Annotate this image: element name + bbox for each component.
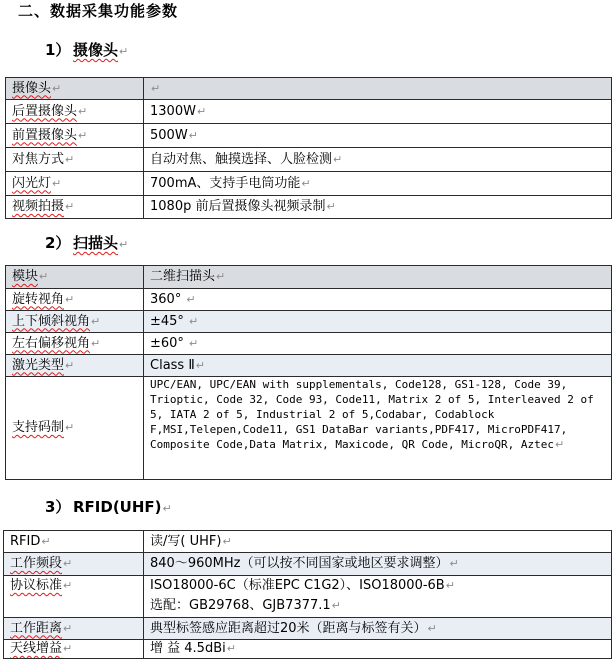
rfid-title: RFID(UHF): [73, 498, 162, 516]
paragraph-mark: ↵: [65, 152, 75, 166]
value-cell: [144, 618, 612, 640]
paragraph-mark: ↵: [188, 336, 199, 350]
symbology-line: 5, IATA 2 of 5, Industrial 2 of 5,Codabar, Codablock: [150, 408, 495, 421]
row-value: 360°: [150, 291, 182, 307]
paragraph-mark: ↵: [63, 642, 73, 655]
paragraph-mark: ↵: [301, 176, 311, 190]
spec-row: [6, 78, 612, 100]
paragraph-mark: ↵: [119, 45, 129, 58]
label-cell: [4, 531, 144, 553]
paragraph-mark: ↵: [427, 621, 437, 635]
spec-row: [4, 576, 612, 618]
row-label: 模块: [12, 269, 39, 284]
paragraph-mark: ↵: [91, 314, 101, 328]
label-cell: [4, 576, 144, 618]
row-label: 视频拍摄: [12, 199, 65, 214]
row-label: 工作频段: [10, 556, 63, 571]
paragraph-mark: ↵: [333, 152, 343, 166]
row-value: 典型标签感应距离超过20米（距离与标签有关）: [150, 620, 427, 636]
row-value: 自动对焦、触摸选择、人脸检测: [150, 151, 333, 167]
value-cell: [144, 148, 612, 172]
paragraph-mark: ↵: [151, 81, 161, 95]
row-value: 增 益 4.5dBi: [150, 641, 226, 656]
value-cell: [144, 553, 612, 576]
paragraph-mark: ↵: [52, 81, 62, 95]
value-cell: [144, 289, 612, 311]
paragraph-mark: ↵: [63, 579, 73, 592]
value-cell: [144, 100, 612, 124]
row-label: 摄像头: [12, 80, 52, 96]
spec-row: [4, 553, 612, 576]
row-value: 700mA、支持手电筒功能: [150, 175, 301, 191]
row-label: 闪光灯: [12, 175, 52, 191]
protocol-line: [150, 576, 607, 596]
label-cell: [6, 196, 144, 219]
row-value: 选配：GB29768、GJB7377.1: [150, 598, 331, 613]
value-cell: [144, 311, 612, 333]
scanner-number: 2）: [45, 234, 71, 252]
label-cell: [6, 100, 144, 124]
label-cell: [6, 266, 144, 289]
label-cell: [6, 124, 144, 148]
label-cell: [6, 148, 144, 172]
paragraph-mark: ↵: [65, 200, 75, 213]
paragraph-mark: ↵: [119, 238, 129, 251]
spec-row: [6, 266, 612, 289]
label-cell: [4, 640, 144, 659]
paragraph-mark: ↵: [65, 358, 75, 372]
row-label: 协议标准: [10, 578, 63, 593]
rfid-number: 3）: [45, 498, 71, 516]
scanner-heading: [45, 233, 128, 255]
row-value: 读/写( UHF): [150, 533, 222, 549]
spec-row: [6, 333, 612, 355]
spec-row: [6, 289, 612, 311]
paragraph-mark: ↵: [63, 557, 73, 570]
symbology-line: F,MSI,Telepen,Code11, GS1 DataBar variants,PDF417, MicroPDF417,: [150, 423, 568, 436]
row-value: Class Ⅱ: [150, 357, 195, 373]
paragraph-mark: ↵: [65, 421, 75, 434]
camera-title: 摄像头: [73, 41, 119, 59]
value-cell: [144, 266, 612, 289]
paragraph-mark: ↵: [449, 557, 459, 570]
value-cell: [144, 196, 612, 219]
paragraph-mark: ↵: [188, 314, 199, 328]
label-cell: [6, 289, 144, 311]
spec-row: [6, 124, 612, 148]
spec-row: [6, 148, 612, 172]
row-label: 激光类型: [12, 357, 65, 373]
paragraph-mark: ↵: [445, 579, 455, 592]
paragraph-mark: ↵: [39, 270, 49, 283]
spec-row: [6, 377, 612, 480]
paragraph-mark: ↵: [195, 358, 205, 372]
value-cell: [144, 355, 612, 377]
row-label: 支持码制: [12, 420, 65, 435]
spec-row: [6, 355, 612, 377]
label-cell: [6, 355, 144, 377]
value-cell: [144, 531, 612, 553]
paragraph-mark: ↵: [222, 534, 232, 548]
label-cell: [4, 553, 144, 576]
symbology-line: UPC/EAN, UPC/EAN with supplementals, Code128, GS1-128, Code 39,: [150, 378, 568, 391]
symbology-list-cell: [144, 377, 612, 480]
row-value: 二维扫描头: [150, 269, 216, 284]
protocol-line: [150, 596, 607, 616]
row-value: ±60°: [150, 335, 184, 351]
row-label: 旋转视角: [12, 291, 65, 307]
paragraph-mark: ↵: [196, 104, 207, 118]
paragraph-mark: ↵: [326, 200, 336, 213]
paragraph-mark: ↵: [65, 292, 75, 306]
row-label: RFID: [10, 533, 41, 549]
row-value: ISO18000-6C（标准EPC C1G2）、ISO18000-6B: [150, 578, 445, 593]
row-label: 天线增益: [10, 641, 63, 656]
spec-row: [6, 196, 612, 219]
row-value: 1300W: [150, 103, 196, 119]
paragraph-mark: ↵: [162, 502, 172, 515]
paragraph-mark: ↵: [188, 128, 198, 142]
value-cell: [144, 172, 612, 196]
paragraph-mark: ↵: [41, 534, 51, 548]
value-cell: [144, 333, 612, 355]
value-cell: [144, 576, 612, 618]
row-value: 500W: [150, 127, 188, 143]
camera-spec-table: [5, 77, 612, 219]
symbology-line: Composite Code,Data Matrix, Maxicode, QR Code, MicroQR, Aztec: [150, 438, 554, 451]
scanner-spec-table: [5, 265, 612, 480]
label-cell: [6, 333, 144, 355]
row-value: 1080p 前后置摄像头视频录制: [150, 199, 326, 214]
spec-row: [4, 531, 612, 553]
spec-row: [6, 100, 612, 124]
spec-row: [4, 618, 612, 640]
value-cell: [144, 78, 612, 100]
row-label: 左右偏移视角: [12, 335, 91, 351]
row-label: 工作距离: [10, 620, 63, 636]
paragraph-mark: ↵: [91, 336, 101, 350]
value-cell: [144, 640, 612, 659]
label-cell: [6, 78, 144, 100]
paragraph-mark: ↵: [554, 438, 565, 451]
label-cell: [6, 377, 144, 480]
paragraph-mark: ↵: [78, 128, 88, 142]
spec-row: [6, 311, 612, 333]
paragraph-mark: ↵: [226, 642, 236, 655]
paragraph-mark: ↵: [216, 270, 226, 283]
paragraph-mark: ↵: [186, 292, 196, 306]
symbology-line-last: [150, 437, 607, 452]
rfid-spec-table: [3, 530, 612, 659]
spec-row: [4, 640, 612, 659]
row-value: 840～960MHz（可以按不同国家或地区要求调整）: [150, 556, 449, 571]
camera-number: 1）: [45, 41, 71, 59]
spec-row: [6, 172, 612, 196]
scanner-title: 扫描头: [73, 234, 119, 252]
row-label: 上下倾斜视角: [12, 313, 91, 329]
paragraph-mark: ↵: [63, 621, 73, 635]
value-cell: [144, 124, 612, 148]
row-label: 后置摄像头: [12, 103, 78, 119]
label-cell: [6, 311, 144, 333]
paragraph-mark: ↵: [78, 104, 88, 118]
row-label: 前置摄像头: [12, 127, 78, 143]
camera-heading: [45, 40, 128, 62]
label-cell: [6, 172, 144, 196]
section-heading: 二、数据采集功能参数: [18, 2, 179, 20]
rfid-heading: [45, 497, 172, 519]
row-value: ±45°: [150, 313, 184, 329]
paragraph-mark: ↵: [52, 176, 62, 190]
paragraph-mark: ↵: [331, 599, 341, 612]
label-cell: [4, 618, 144, 640]
symbology-line: Trioptic, Code 32, Code 93, Code11, Matrix 2 of 5, Interleaved 2 of: [150, 393, 594, 406]
row-label: 对焦方式: [12, 151, 65, 167]
